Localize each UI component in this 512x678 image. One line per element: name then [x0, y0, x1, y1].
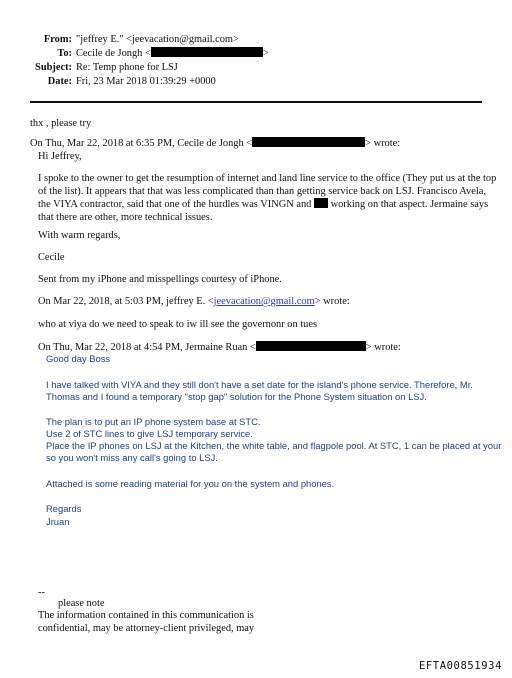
quote3-regards [46, 503, 81, 528]
quote1-para-line3-a: the VIYA contractor, said that one of the hurdles was VINGN and [38, 199, 312, 210]
header-from-value: "jeffrey E." <jeevacation@gmail.com> [76, 34, 239, 45]
quote3-para-line: The plan is to put an IP phone system base at STC. [46, 416, 261, 427]
header-to-value-prefix: Cecile de Jongh < [76, 48, 151, 59]
footer-disclaimer-line: The information contained in this communication is [38, 610, 254, 621]
header-from-label: From: [43, 34, 72, 45]
header-subject-value: Re: Temp phone for LSJ [76, 62, 178, 73]
quote3-greeting: Good day Boss [46, 353, 111, 364]
quote3-paragraph1 [46, 379, 473, 403]
redaction-box [314, 198, 328, 208]
redaction-box [151, 47, 263, 57]
redaction-box [256, 341, 366, 351]
quote1-greeting: Hi Jeffrey, [38, 151, 82, 162]
reply-text: thx , please try [30, 118, 92, 129]
header-to-label: To: [57, 48, 72, 59]
redaction-box [252, 137, 365, 147]
quote3-para-line: Use 2 of STC lines to give LSJ temporary service. [46, 428, 253, 439]
footer-disclaimer-line: confidential, may be attorney-client privileged, may [38, 623, 255, 634]
quote3-para-line: I have talked with VIYA and they still don't have a set date for the island's phone service. Therefore, Mr. [46, 379, 473, 390]
email-link[interactable]: jeevacation@gmail.com [213, 296, 315, 307]
quote1-attribution [30, 137, 400, 150]
header-subject-row [0, 61, 269, 75]
quote1-paragraph [38, 172, 496, 224]
quote1-para-line: of the list). It appears that that was less complicated than than getting service back on LSJ. Francisco Avela, [38, 186, 486, 197]
footer-note: please note [58, 598, 105, 609]
quote1-attribution-prefix: On Thu, Mar 22, 2018 at 6:35 PM, Cecile de Jongh < [30, 138, 253, 149]
quote3-para-line: so you won't miss any call's going to LSJ. [46, 452, 218, 463]
header-from-row [0, 33, 269, 47]
header-to-value-suffix: > [262, 48, 269, 59]
quote2-attribution-prefix: On Mar 22, 2018, at 5:03 PM, jeffrey E. < [38, 296, 214, 307]
quote3-name-line: Jruan [46, 516, 70, 527]
header-date-label: Date: [47, 76, 72, 87]
quote3-attribution-suffix: > wrote: [365, 342, 401, 353]
header-to-row [0, 47, 269, 61]
footer-dashes: -- [38, 587, 45, 598]
footer-disclaimer [38, 609, 254, 635]
quote1-sent-from: Sent from my iPhone and misspellings courtesy of iPhone. [38, 274, 282, 285]
quote3-para-line: Thomas and I found a temporary "stop gap" solution for the Phone System situation on LSJ. [46, 391, 427, 402]
email-header [0, 33, 269, 89]
quote1-attribution-suffix: > wrote: [365, 138, 401, 149]
quote1-para-line: I spoke to the owner to get the resumption of internet and land line service to the office (They put us at the top [38, 173, 497, 184]
quote1-signature: Cecile [38, 252, 65, 263]
quote2-attribution-suffix: > wrote: [314, 296, 350, 307]
quote1-closing: With warm regards, [38, 230, 121, 241]
bates-number: EFTA00851934 [418, 660, 502, 672]
quote2-body: who at viya do we need to speak to iw ill see the governonr on tues [38, 319, 318, 330]
quote1-para-line [38, 198, 496, 211]
quote3-regards-line: Regards [46, 503, 82, 514]
quote1-para-line: that there are other, more technical issues. [38, 212, 213, 223]
header-date-value: Fri, 23 Mar 2018 01:39:29 +0000 [76, 76, 216, 87]
header-date-row [0, 75, 269, 89]
quote3-attribution-prefix: On Thu, Mar 22, 2018 at 4:54 PM, Jermaine Ruan < [38, 342, 256, 353]
quote3-paragraph2 [46, 416, 501, 464]
quote3-paragraph3: Attached is some reading material for you on the system and phones. [46, 478, 335, 489]
header-subject-label: Subject: [35, 62, 72, 73]
header-divider [30, 101, 482, 103]
quote3-para-line: Place the IP phones on LSJ at the Kitchen, the white table, and flagpole pool. At STC, 1 can be placed at your [46, 440, 502, 451]
quote2-attribution [38, 295, 350, 308]
quote1-para-line3-b: working on that aspect. Jermaine says [330, 199, 489, 210]
